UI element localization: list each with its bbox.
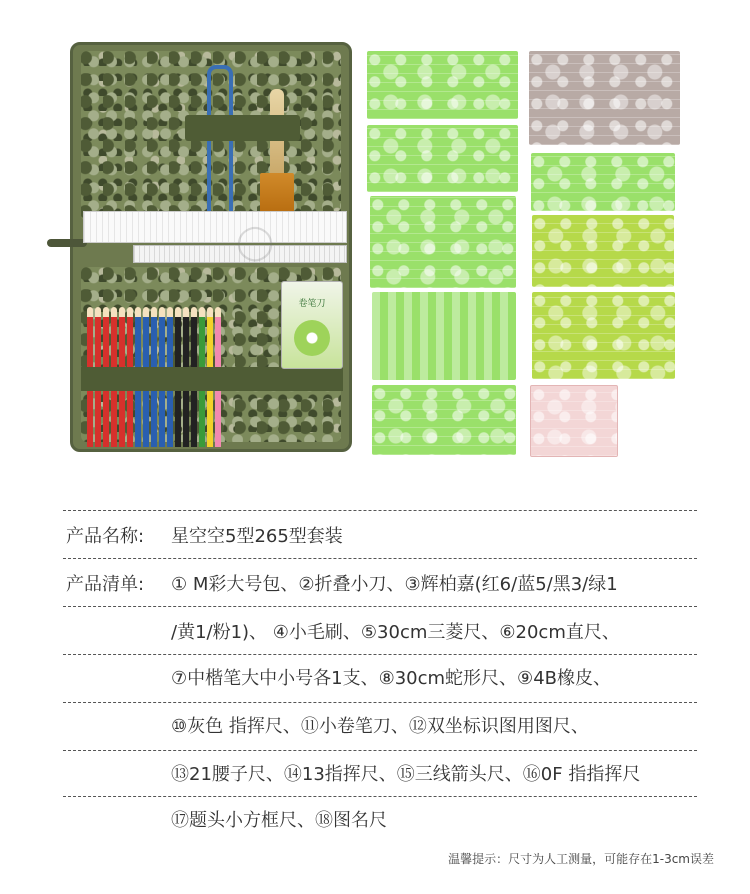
grey-stencil-template xyxy=(529,51,680,145)
stencil-template xyxy=(372,292,516,380)
camo-case xyxy=(70,42,352,452)
blue-cord-loop xyxy=(207,65,233,223)
measurement-notice: 温馨提示：尺寸为人工测量，可能存在1-3cm误差 xyxy=(448,852,714,866)
divider xyxy=(63,606,697,607)
product-name-value: 星空空5型265型套装 xyxy=(171,526,343,547)
divider xyxy=(63,654,697,655)
product-name-label: 产品名称: xyxy=(66,526,145,547)
sharpener-package xyxy=(281,281,343,369)
arrow-stencil-template xyxy=(532,292,675,379)
stencil-template xyxy=(367,51,518,119)
divider xyxy=(63,702,697,703)
curve-stencil-template xyxy=(532,215,674,287)
case-zipper-pull xyxy=(47,239,87,247)
divider xyxy=(63,558,697,559)
stencil-template xyxy=(531,153,675,211)
divider xyxy=(63,796,697,797)
product-list-line: /黄1/粉1)、 ④小毛刷、⑤30cm三菱尺、⑥20cm直尺、 xyxy=(171,622,620,643)
stencil-template xyxy=(367,125,518,192)
product-list-label: 产品清单: xyxy=(66,574,145,595)
divider xyxy=(63,750,697,751)
title-block-ruler xyxy=(530,385,618,457)
product-list-line: ⑩灰色 指挥尺、⑪小卷笔刀、⑫双坐标识图用图尺、 xyxy=(171,716,589,737)
kidney-ruler-template xyxy=(370,196,516,288)
small-brush-bristles xyxy=(260,173,294,213)
triangular-ruler xyxy=(83,211,347,243)
tool-strap xyxy=(185,115,300,141)
sharpener-package-label: 卷笔刀 xyxy=(298,299,326,309)
product-list-line: ⑰题头小方框尺、⑱图名尺 xyxy=(171,810,387,831)
sharpener-icon xyxy=(294,320,330,356)
watermark-logo: ◯ xyxy=(236,222,275,262)
product-list-line: ⑦中楷笔大中小号各1支、⑧30cm蛇形尺、⑨4B橡皮、 xyxy=(171,668,611,689)
square-frame-template xyxy=(372,385,516,455)
product-list-line: ⑬21腰子尺、⑭13指挥尺、⑮三线箭头尺、⑯0F 指指挥尺 xyxy=(171,764,641,785)
divider xyxy=(63,510,697,511)
product-list-line: ① M彩大号包、②折叠小刀、③辉柏嘉(红6/蓝5/黑3/绿1 xyxy=(171,574,618,595)
pencil-strap xyxy=(81,367,343,391)
